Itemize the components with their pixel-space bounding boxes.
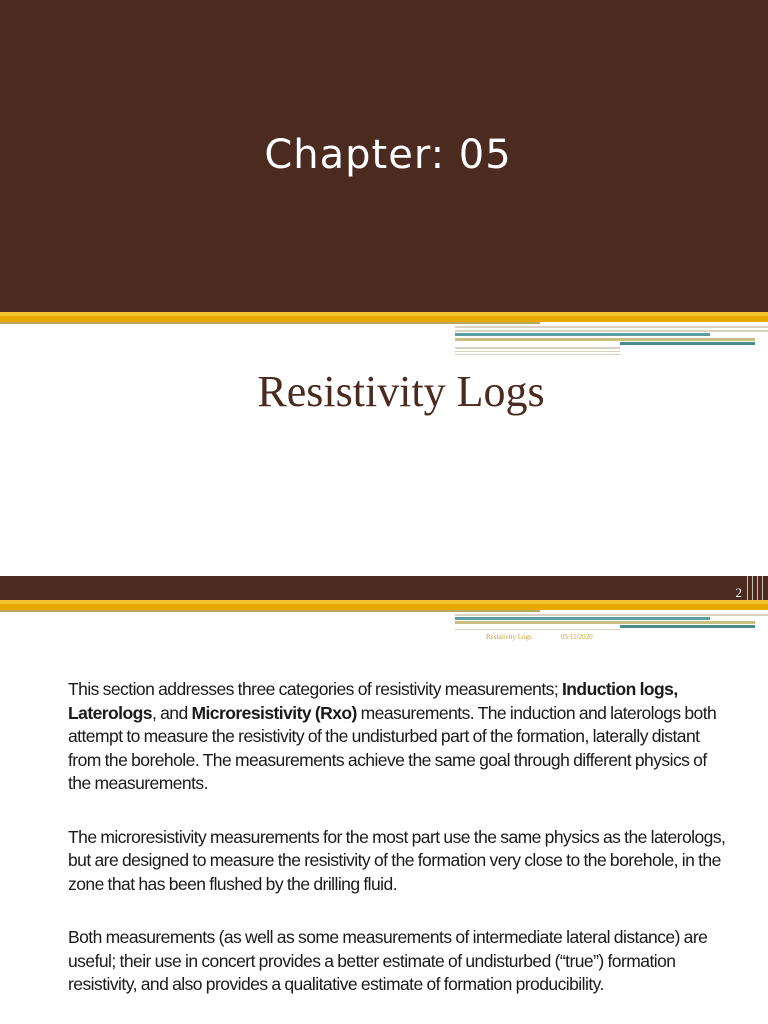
teal-stripe <box>455 333 710 336</box>
footer-title: Resistivity Logs <box>486 633 532 641</box>
body-text <box>68 678 728 1024</box>
paragraph-2: The microresistivity measurements for the most part use the same physics as the laterologs, but are designed to measure the resistivity of the formation very close to the borehole, in the zone that has been flushed by the drilling fluid. <box>68 826 726 894</box>
grey-line <box>455 354 620 355</box>
olive-stripe <box>455 621 755 624</box>
grey-line <box>455 347 620 349</box>
slide-subtitle: Resistivity Logs <box>257 367 545 416</box>
olive-stripe <box>0 610 540 612</box>
teal-stripe <box>620 342 755 345</box>
chapter-title: Chapter: 05 <box>264 132 512 178</box>
grey-line <box>455 629 620 630</box>
footer-date: 05/11/2020 <box>561 633 593 641</box>
paragraph-1: This section addresses three categories of resistivity measurements; Induction logs, Laterologs, and Microresistivity (Rxo) measurements. The induction and laterologs both attempt to measure the resistivity of the undisturbed part of the formation, laterally distant from the borehole. The measurements achieve the same goal through different physics of the measurements. <box>68 679 717 793</box>
teal-stripe <box>455 617 710 620</box>
paragraph-3: Both measurements (as well as some measurements of intermediate lateral distance) are useful; their use in concert provides a better estimate of undisturbed (“true”) formation resistivity, and also provides a qualitative estimate of formation producibility. <box>68 927 708 994</box>
page-number: 2 <box>735 585 742 600</box>
grey-line <box>455 326 768 328</box>
teal-stripe <box>620 625 755 628</box>
olive-stripe <box>0 322 540 324</box>
olive-stripe <box>455 338 755 341</box>
grey-line <box>455 351 620 352</box>
title-header-band <box>0 0 768 312</box>
content-slide <box>0 576 768 1024</box>
grey-line <box>455 614 768 616</box>
content-header-band <box>0 576 768 600</box>
grey-line <box>455 330 768 332</box>
